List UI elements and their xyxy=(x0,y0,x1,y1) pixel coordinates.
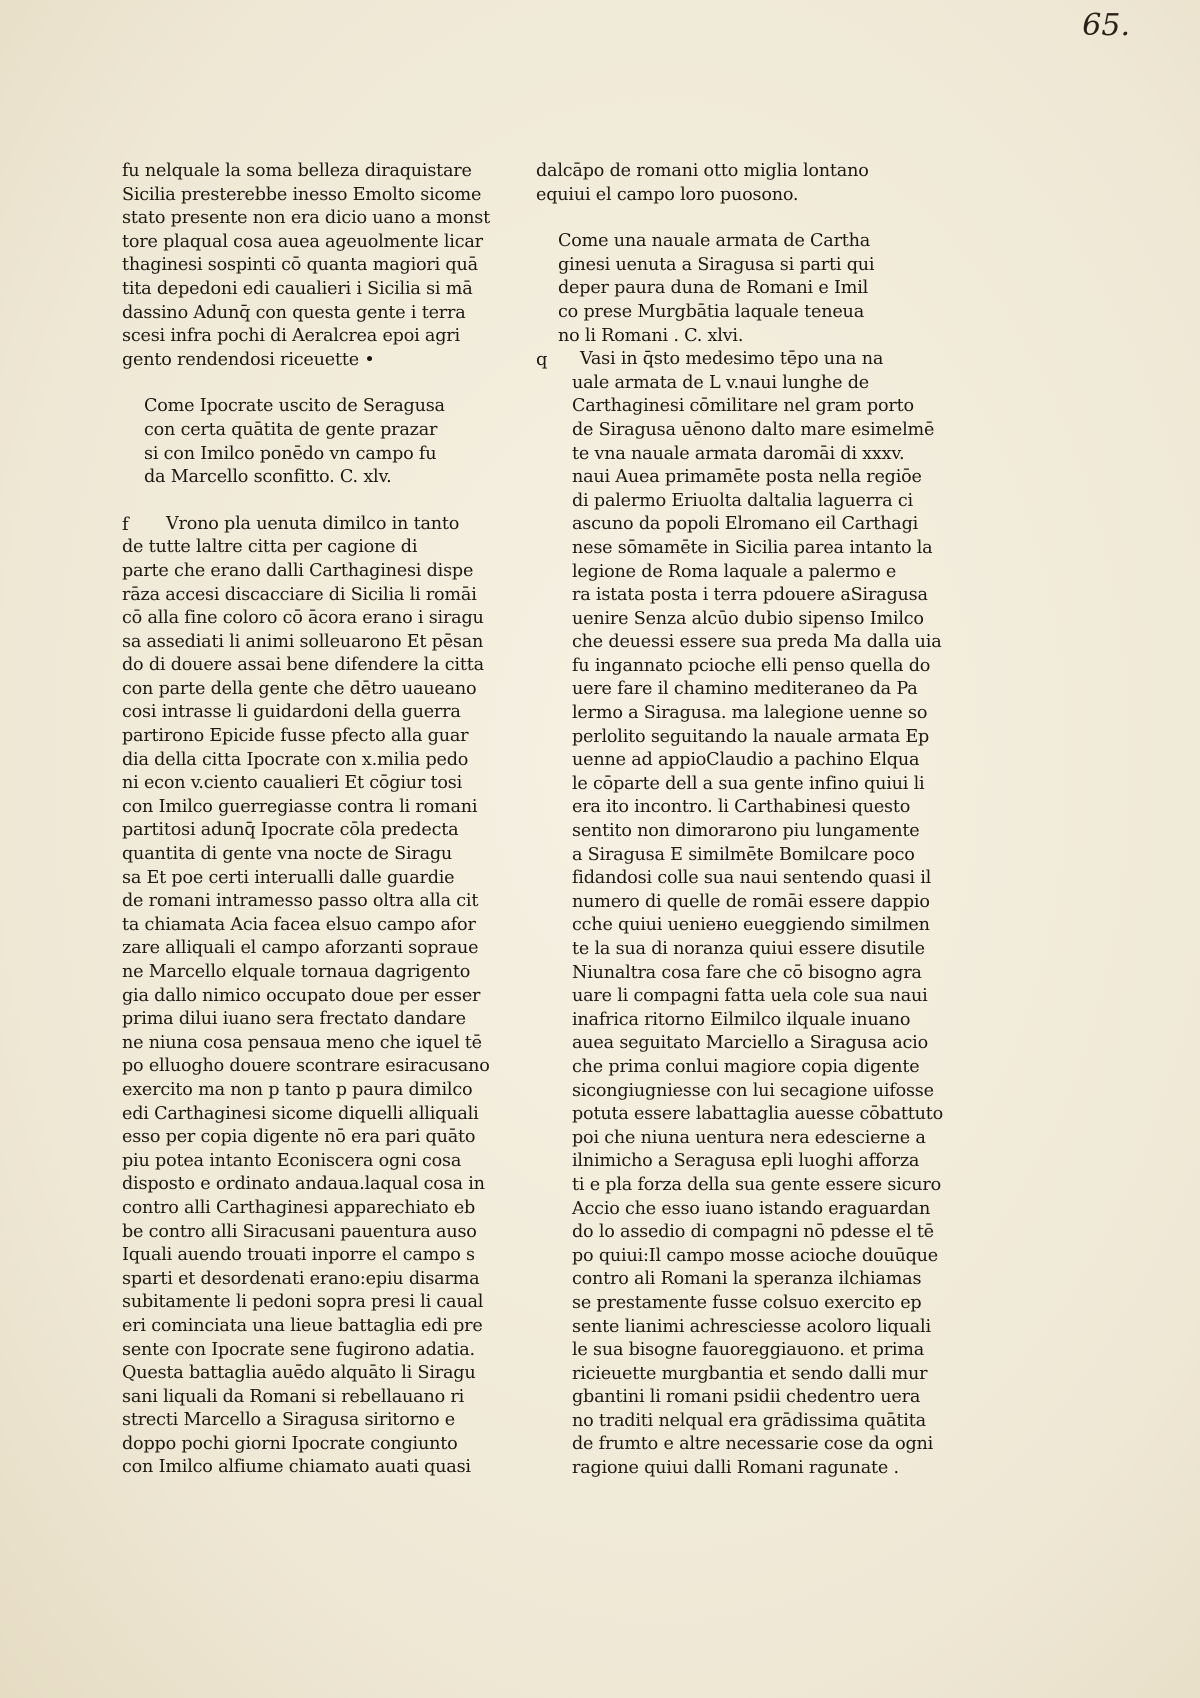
text-line: sente lianimi achresciesse acoloro liquali xyxy=(572,1316,931,1337)
right-intro-lines xyxy=(536,160,896,207)
text-line: scesi infra pochi di Aeralcrea epoi agri xyxy=(122,326,460,347)
text-line: con Imilco alfiume chiamato auati quasi xyxy=(122,1457,471,1478)
text-line: deper paura duna de Romani e Imil xyxy=(558,278,869,299)
text-line: inafrica ritorno Eilmilco ilquale inuano xyxy=(572,1009,911,1030)
text-line: sentito non dimorarono piu lungamente xyxy=(572,821,920,842)
chapter-heading-xlvi xyxy=(536,230,896,348)
text-line: nese sōmamēte in Sicilia parea intanto la xyxy=(572,537,933,558)
text-line: poi che niuna uentura nera edescierne a xyxy=(572,1127,926,1148)
text-line: con certa quātita de gente prazar xyxy=(144,419,438,440)
text-line: ne niuna cosa pensaua meno che iquel tē xyxy=(122,1032,482,1053)
paragraph-first-line: Vrono pla uenuta dimilco in tanto xyxy=(166,513,460,534)
right-paragraph xyxy=(536,348,944,1481)
text-line: cō alla fine coloro cō ācora erano i siragu xyxy=(122,608,484,629)
text-line: gento rendendosi riceuette • xyxy=(122,349,375,370)
text-line: ilnimicho a Seragusa epli luoghi afforza xyxy=(572,1151,920,1172)
text-line: uare li compagni fatta uela cole sua naui xyxy=(572,986,928,1007)
initial-letter: f xyxy=(122,513,129,535)
text-line: quantita di gente vna nocte de Siragu xyxy=(122,844,453,865)
text-line: uale armata de L v.naui lunghe de xyxy=(572,372,869,393)
text-line: equiui el campo loro puosono. xyxy=(536,184,799,205)
folio-number: 65. xyxy=(1082,8,1130,43)
text-line: strecti Marcello a Siragusa siritorno e xyxy=(122,1410,455,1431)
text-line: po quiui:Il campo mosse acioche douūque xyxy=(572,1245,939,1266)
left-intro-lines xyxy=(122,160,534,372)
text-line: partirono Epicide fusse pfecto alla guar xyxy=(122,726,469,747)
text-line: exercito ma non p tanto p paura dimilco xyxy=(122,1079,473,1100)
text-line: di palermo Eriuolta daltalia laguerra ci xyxy=(572,490,913,511)
text-line: Niunaltra cosa fare che cō bisogno agra xyxy=(572,962,922,983)
text-line: uenire Senza alcūo dubio sipenso Imilco xyxy=(572,608,924,629)
text-line: con Imilco guerregiasse contra li romani xyxy=(122,796,478,817)
text-line: fu ingannato pcioche elli penso quella do xyxy=(572,655,931,676)
text-line: Come una nauale armata de Cartha xyxy=(558,231,871,252)
text-line: ginesi uenuta a Siragusa si parti qui xyxy=(558,254,875,275)
paragraph-body xyxy=(536,372,944,1481)
text-line: po elluogho douere scontrare esiracusano xyxy=(122,1056,490,1077)
text-line: ricieuette murgbantia et sendo dalli mur xyxy=(572,1363,928,1384)
text-line: tore plaqual cosa auea ageuolmente licar xyxy=(122,231,483,252)
text-line: edi Carthaginesi sicome diquelli alliquali xyxy=(122,1103,479,1124)
text-line: ragione quiui dalli Romani ragunate . xyxy=(572,1458,899,1479)
text-line: doppo pochi giorni Ipocrate congiunto xyxy=(122,1433,458,1454)
text-line: sicongiugniesse con lui secagione uifosse xyxy=(572,1080,934,1101)
text-line: perlolito seguitando la nauale armata Ep xyxy=(572,726,930,747)
text-line: uenne ad appioClaudio a pachino Elqua xyxy=(572,750,920,771)
text-line: cosi intrasse li guidardoni della guerra xyxy=(122,702,461,723)
text-line: de romani intramesso passo oltra alla cit xyxy=(122,891,479,912)
text-line: sente con Ipocrate sene fugirono adatia. xyxy=(122,1339,475,1360)
text-line: gbantini li romani psidii chedentro uera xyxy=(572,1387,921,1408)
text-line: de frumto e altre necessarie cose da ogni xyxy=(572,1434,934,1455)
text-line: Carthaginesi cōmilitare nel gram porto xyxy=(572,396,914,417)
right-column xyxy=(536,160,944,1481)
text-line: contro alli Carthaginesi apparechiato eb xyxy=(122,1197,476,1218)
text-line: co prese Murgbātia laquale teneua xyxy=(558,301,864,322)
text-line: lermo a Siragusa. ma lalegione uenne so xyxy=(572,703,928,724)
text-line: eri cominciata una lieue battaglia edi pre xyxy=(122,1315,483,1336)
text-line: ta chiamata Acia facea elsuo campo afor xyxy=(122,914,476,935)
text-line: de tutte laltre citta per cagione di xyxy=(122,537,418,558)
text-line: do di douere assai bene difendere la citta xyxy=(122,655,484,676)
text-line: dalcāpo de romani otto miglia lontano xyxy=(536,161,869,181)
text-line: da Marcello sconfitto. C. xlv. xyxy=(144,467,392,488)
text-line: te la sua di noranza quiui essere disutile xyxy=(572,939,925,959)
text-line: a Siragusa E similmēte Bomilcare poco xyxy=(572,844,915,865)
text-line: disposto e ordinato andaua.laqual cosa in xyxy=(122,1174,485,1195)
left-paragraph xyxy=(122,513,534,1480)
text-line: fu nelquale la soma belleza diraquistare xyxy=(122,161,472,181)
text-line: le cōparte dell a sua gente infino quiui li xyxy=(572,773,925,794)
text-line: numero di quelle de romāi essere dappio xyxy=(572,891,930,912)
text-line: ra istata posta i terra pdouere aSiragusa xyxy=(572,585,928,606)
text-line: contro ali Romani la speranza ilchiamas xyxy=(572,1269,922,1290)
text-line: do lo assedio di compagni nō pdesse el tē xyxy=(572,1222,934,1243)
text-line: be contro alli Siracusani pauentura auso xyxy=(122,1221,477,1242)
text-line: stato presente non era dicio uano a monst xyxy=(122,208,491,229)
text-line: partitosi adunq̄ Ipocrate cōla predecta xyxy=(122,820,459,841)
text-line: ascuno da popoli Elromano eil Carthagi xyxy=(572,514,919,535)
text-line: auea seguitato Marciello a Siragusa acio xyxy=(572,1033,928,1054)
text-line: sa assediati li animi solleuarono Et pēsan xyxy=(122,631,484,652)
text-line: fidandosi colle sua naui sentendo quasi il xyxy=(572,868,932,889)
text-line: dassino Adunq̄ con questa gente i terra xyxy=(122,302,466,323)
text-line: ni econ v.ciento caualieri Et cōgiur tosi xyxy=(122,773,463,794)
chapter-heading-xlv xyxy=(122,395,534,489)
text-line: che deuessi essere sua preda Ma dalla uia xyxy=(572,632,942,653)
text-line: Questa battaglia auēdo alquāto li Siragu xyxy=(122,1363,476,1384)
text-line: era ito incontro. li Carthabinesi questo xyxy=(572,797,911,818)
text-line: Iquali auendo trouati inporre el campo s xyxy=(122,1245,475,1266)
initial-letter: q xyxy=(536,349,548,371)
text-line: de Siragusa uēnono dalto mare esimelmē xyxy=(572,419,935,440)
text-line: sani liquali da Romani si rebellauano ri xyxy=(122,1386,465,1407)
text-line: tita depedoni edi caualieri i Sicilia si mā xyxy=(122,278,473,299)
text-line: dia della citta Ipocrate con x.milia pedo xyxy=(122,749,469,770)
text-line: Come Ipocrate uscito de Seragusa xyxy=(144,396,445,417)
paragraph-first-line: Vasi in q̄sto medesimo tēpo una na xyxy=(580,349,884,370)
text-line: zare alliquali el campo aforzanti sopraue xyxy=(122,938,479,959)
text-line: legione de Roma laquale a palermo e xyxy=(572,561,897,582)
text-line: no traditi nelqual era grādissima quātita xyxy=(572,1410,926,1431)
text-line: si con Imilco ponēdo vn campo fu xyxy=(144,443,437,464)
text-line: Accio che esso iuano istando eraguardan xyxy=(572,1198,931,1219)
text-line: gia dallo nimico occupato doue per esser xyxy=(122,985,481,1006)
text-line: prima dilui iuano sera frectato dandare xyxy=(122,1009,466,1030)
text-line: ti e pla forza della sua gente essere sicuro xyxy=(572,1174,942,1195)
text-line: te vna nauale armata daromāi di xxxv. xyxy=(572,443,905,464)
text-line: Sicilia presterebbe inesso Emolto sicome xyxy=(122,184,482,205)
text-line: thaginesi sospinti cō quanta magiori quā xyxy=(122,255,478,276)
text-line: cche quiui ueniено eueggiendo similmen xyxy=(572,915,930,936)
left-column xyxy=(122,160,534,1480)
text-line: uere fare il chamino mediteraneo da Pa xyxy=(572,679,918,700)
text-line: le sua bisogne fauoreggiauono. et prima xyxy=(572,1340,925,1361)
text-line: subitamente li pedoni sopra presi li caual xyxy=(122,1292,484,1313)
text-line: sa Et poe certi interualli dalle guardie xyxy=(122,867,455,888)
text-line: che prima conlui magiore copia digente xyxy=(572,1056,920,1077)
text-line: no li Romani . C. xlvi. xyxy=(558,325,744,346)
text-line: potuta essere labattaglia auesse cōbattuto xyxy=(572,1104,944,1125)
text-line: rāza accesi discacciare di Sicilia li romāi xyxy=(122,584,477,605)
text-line: naui Auea primamēte posta nella regiōe xyxy=(572,467,922,488)
text-line: con parte della gente che dētro uaueano xyxy=(122,678,477,699)
text-line: ne Marcello elquale tornaua dagrigento xyxy=(122,962,471,982)
text-line: piu potea intanto Econiscera ogni cosa xyxy=(122,1150,462,1171)
text-line: sparti et desordenati erano:epiu disarma xyxy=(122,1268,480,1289)
text-line: se prestamente fusse colsuo exercito ep xyxy=(572,1292,922,1313)
text-line: parte che erano dalli Carthaginesi dispe xyxy=(122,560,474,581)
paragraph-body xyxy=(122,536,534,1480)
text-line: esso per copia digente nō era pari quāto xyxy=(122,1127,476,1148)
